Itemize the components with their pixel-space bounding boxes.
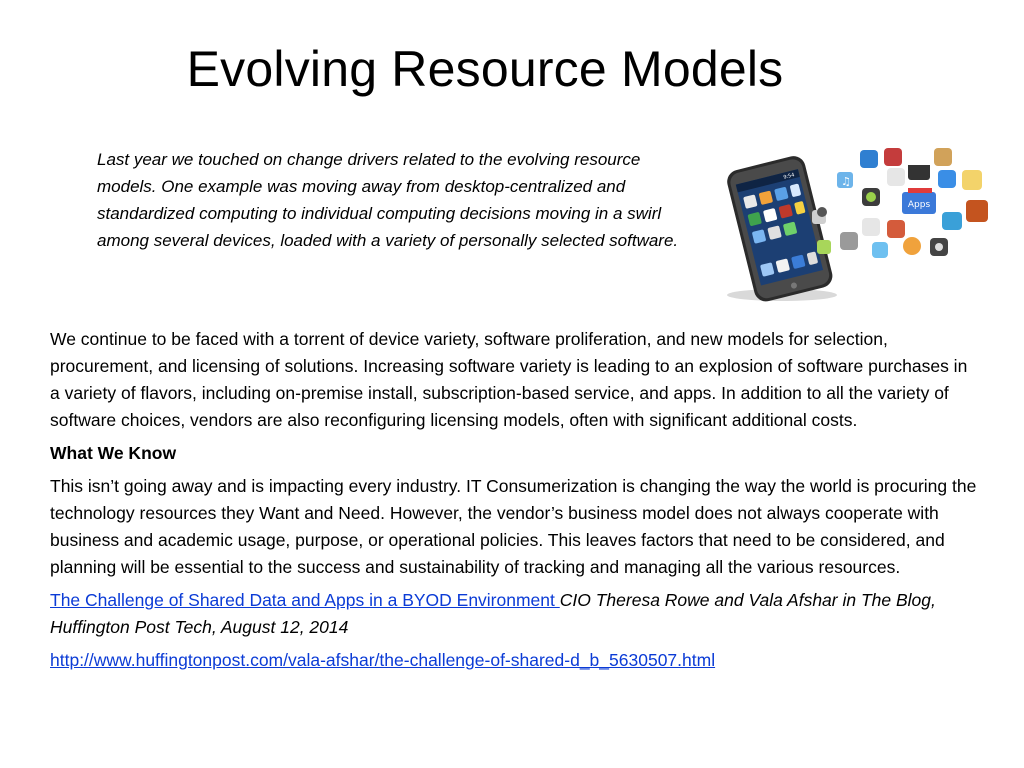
paragraph-device-variety: We continue to be faced with a torrent of device variety, software proliferation, and new models for selection, procurement, and licensing of solutions. Increasing software variety is leading to an explosion of software purchases in a variety of flavors, including on-premise install, subscription-based service, and apps. In addition to all the variety of software choices, vendors are also reconfiguring licensing models, often with significant additional costs.: [50, 329, 968, 430]
article-link[interactable]: The Challenge of Shared Data and Apps in a BYOD Environment: [50, 590, 560, 610]
body-content: [50, 326, 980, 680]
slide-title: Evolving Resource Models: [186, 41, 784, 97]
phone-clock: 9:54: [782, 172, 796, 181]
citation-text: CIO Theresa Rowe and Vala Afshar in The Blog, Huffington Post Tech, August 12, 2014: [50, 590, 936, 637]
section-heading: What We Know: [50, 443, 177, 463]
svg-text:♫: ♫: [841, 175, 851, 188]
url-link[interactable]: http://www.huffingtonpost.com/vala-afshar/the-challenge-of-shared-d_b_5630507.html: [50, 650, 716, 670]
smartphone-apps-illustration: [712, 140, 1000, 305]
reference-citation: [50, 587, 980, 641]
paragraph-what-we-know: This isn’t going away and is impacting every industry. IT Consumerization is changing the way the world is procuring the technology resources they Want and Need. However, the vendor’s business model does not always cooperate with business and academic usage, purpose, or operational policies. This leaves factors that need to be considered, and planning will be essential to the success and sustainability of tracking and managing all the various resources.: [50, 476, 977, 577]
url-line: [50, 647, 980, 674]
intro-paragraph: Last year we touched on change drivers related to the evolving resource models. One example was moving away from desktop-centralized and standardized computing to individual computing decisions moving in a swirl among several devices, loaded with a variety of personally selected software.: [97, 150, 679, 250]
apps-badge: Apps: [907, 200, 931, 210]
